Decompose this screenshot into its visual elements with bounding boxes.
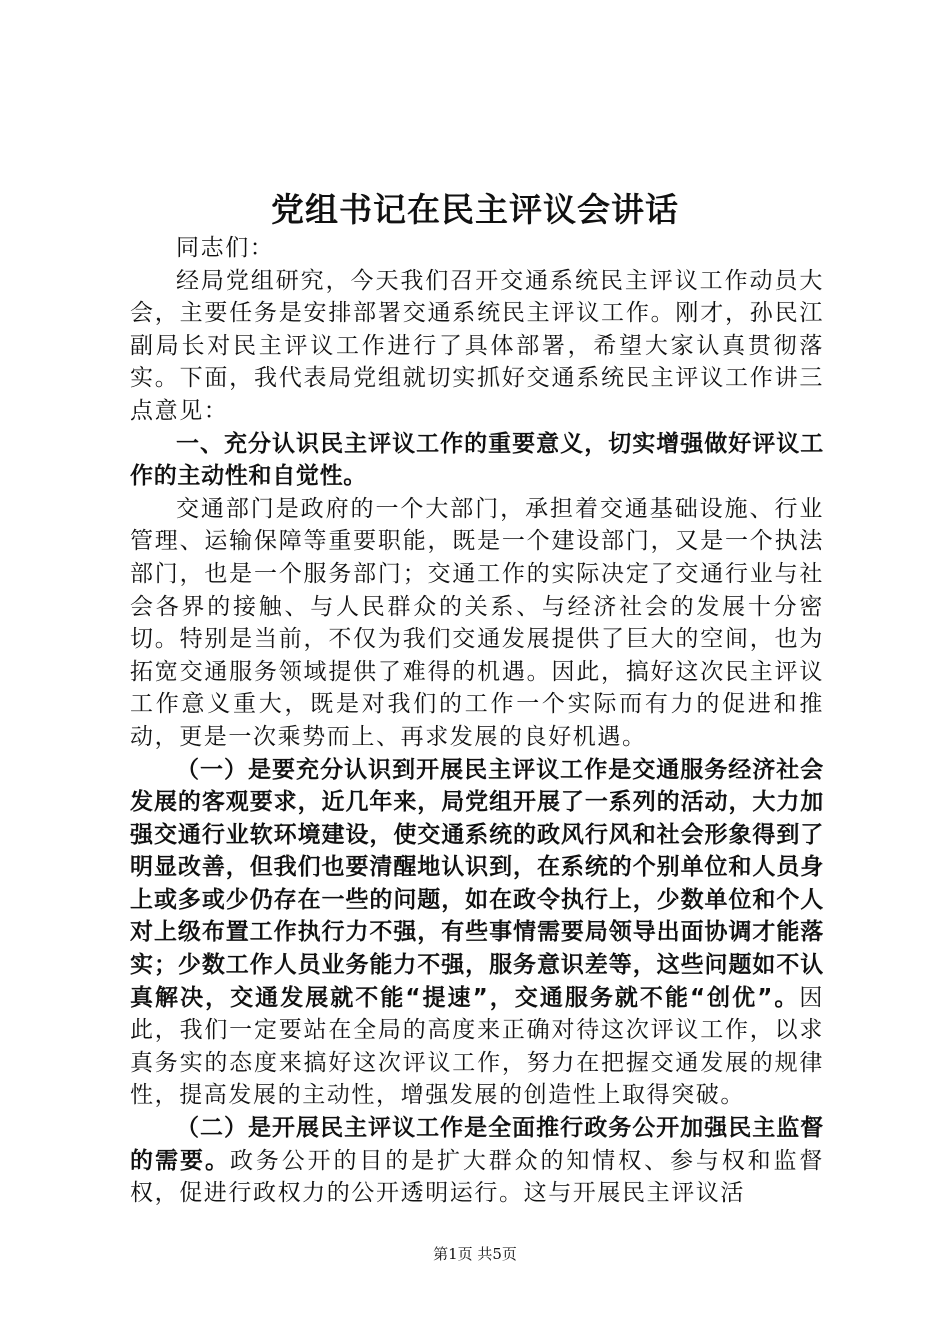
point-1-paragraph — [130, 754, 824, 1113]
greeting: 同志们： — [176, 235, 275, 261]
point-2-bold-text: （二）是开展民主评议工作是全面推行政务公开加强民主监督的需要。 — [130, 1115, 824, 1174]
point-2-plain-text: 政务公开的目的是扩大群众的知情权、参与权和监督权，促进行政权力的公开透明运行。这与开展民主评议活 — [130, 1147, 824, 1207]
point-1-plain-text: 因此，我们一定要站在全局的高度来正确对待这次评议工作，以求真务实的态度来搞好这次评议工作，努力在把握交通发展的规律性，提高发展的主动性，增强发展的创造性上取得突破。 — [130, 984, 824, 1109]
point-1-bold-text: （一）是要充分认识到开展民主评议工作是交通服务经济社会发展的客观要求，近几年来，局党组开展了一系列的活动，大力加强交通行业软环境建设，使交通系统的政风行风和社会形象得到了明显改善，但我们也要清醒地认识到，在系统的个别单位和人员身上或多或少仍存在一些的问题，如在政令执行上，少数单位和个人对上级布置工作执行力不强，有些事情需要局领导出面协调才能落实；少数工作人员业务能力不强，服务意识差等，这些问题如不认真解决，交通发展就不能“提速”，交通服务就不能“创优”。 — [130, 756, 824, 1011]
document-body — [130, 232, 824, 1210]
intro-paragraph: 经局党组研究，今天我们召开交通系统民主评议工作动员大会，主要任务是安排部署交通系统民主评议工作。刚才，孙民江副局长对民主评议工作进行了具体部署，希望大家认真贯彻落实。下面，我代表局党组就切实抓好交通系统民主评议工作讲三点意见： — [130, 267, 824, 424]
page-footer: 第1页 共5页 — [433, 1245, 517, 1263]
section-1-paragraph: 交通部门是政府的一个大部门，承担着交通基础设施、行业管理、运输保障等重要职能，既是一个建设部门，又是一个执法部门，也是一个服务部门；交通工作的实际决定了交通行业与社会各界的接触、与人民群众的关系、与经济社会的发展十分密切。特别是当前，不仅为我们交通发展提供了巨大的空间，也为拓宽交通服务领域提供了难得的机遇。因此，搞好这次民主评议工作意义重大，既是对我们的工作一个实际而有力的促进和推动，更是一次乘势而上、再求发展的良好机遇。 — [130, 495, 824, 750]
section-1-heading: 一、充分认识民主评议工作的重要意义，切实增强做好评议工作的主动性和自觉性。 — [130, 430, 824, 490]
point-2-paragraph — [130, 1112, 824, 1210]
page-title: 党组书记在民主评议会讲话 — [271, 190, 679, 229]
